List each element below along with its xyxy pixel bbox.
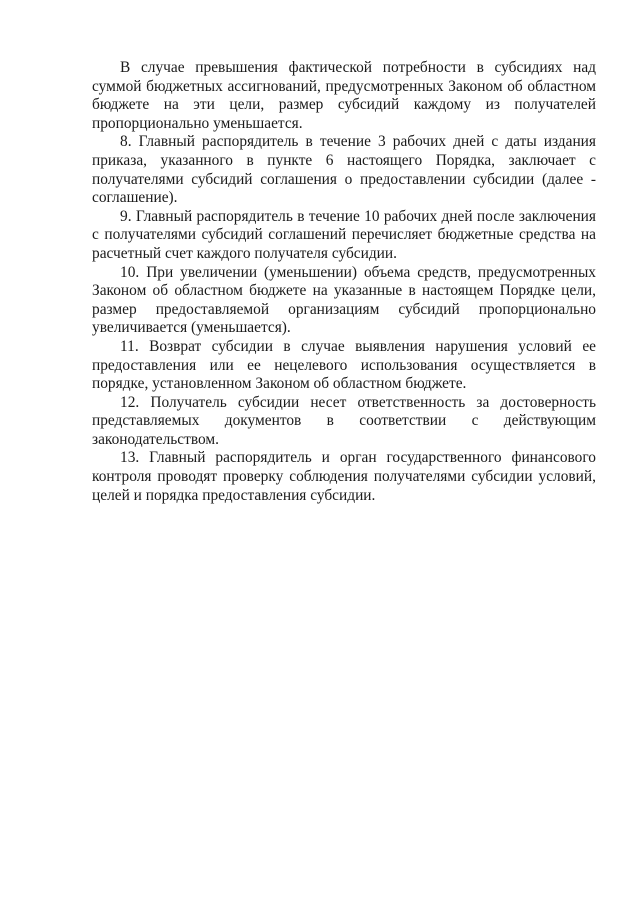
document-page: [92, 59, 596, 505]
paragraph-9-transfer: 9. Главный распорядитель в течение 10 рабочих дней после заключения с получателями субсидий соглашений перечисляет бюджетные средства на расчетный счет каждого получателя субсидии.: [92, 207, 596, 262]
paragraph-11-return: 11. Возврат субсидии в случае выявления нарушения условий ее предоставления или ее нецелевого использования осуществляется в порядке, установленном Законом об областном бюджете.: [92, 337, 596, 393]
paragraph-subsidy-excess: В случае превышения фактической потребности в субсидиях над суммой бюджетных ассигнований, предусмотренных Законом об областном бюджете на эти цели, размер субсидий каждому из получателей пропорционально уменьшается.: [92, 59, 596, 132]
paragraph-10-change-volume: 10. При увеличении (уменьшении) объема средств, предусмотренных Законом об областном бюджете на указанные в настоящем Порядке цели, размер предоставляемой организациям субсидий пропорционально увеличивается (уменьшается).: [92, 263, 596, 337]
paragraph-8-agreement: 8. Главный распорядитель в течение 3 рабочих дней с даты издания приказа, указанного в пункте 6 настоящего Порядка, заключает с получателями субсидий соглашения о предоставлении субсидии (далее - соглашение).: [92, 133, 596, 207]
paragraph-13-control: 13. Главный распорядитель и орган государственного финансового контроля проводят проверку соблюдения получателями субсидии условий, целей и порядка предоставления субсидии.: [92, 449, 596, 504]
paragraph-12-responsibility: 12. Получатель субсидии несет ответственность за достоверность представляемых документов в соответствии с действующим законодательством.: [92, 393, 596, 448]
